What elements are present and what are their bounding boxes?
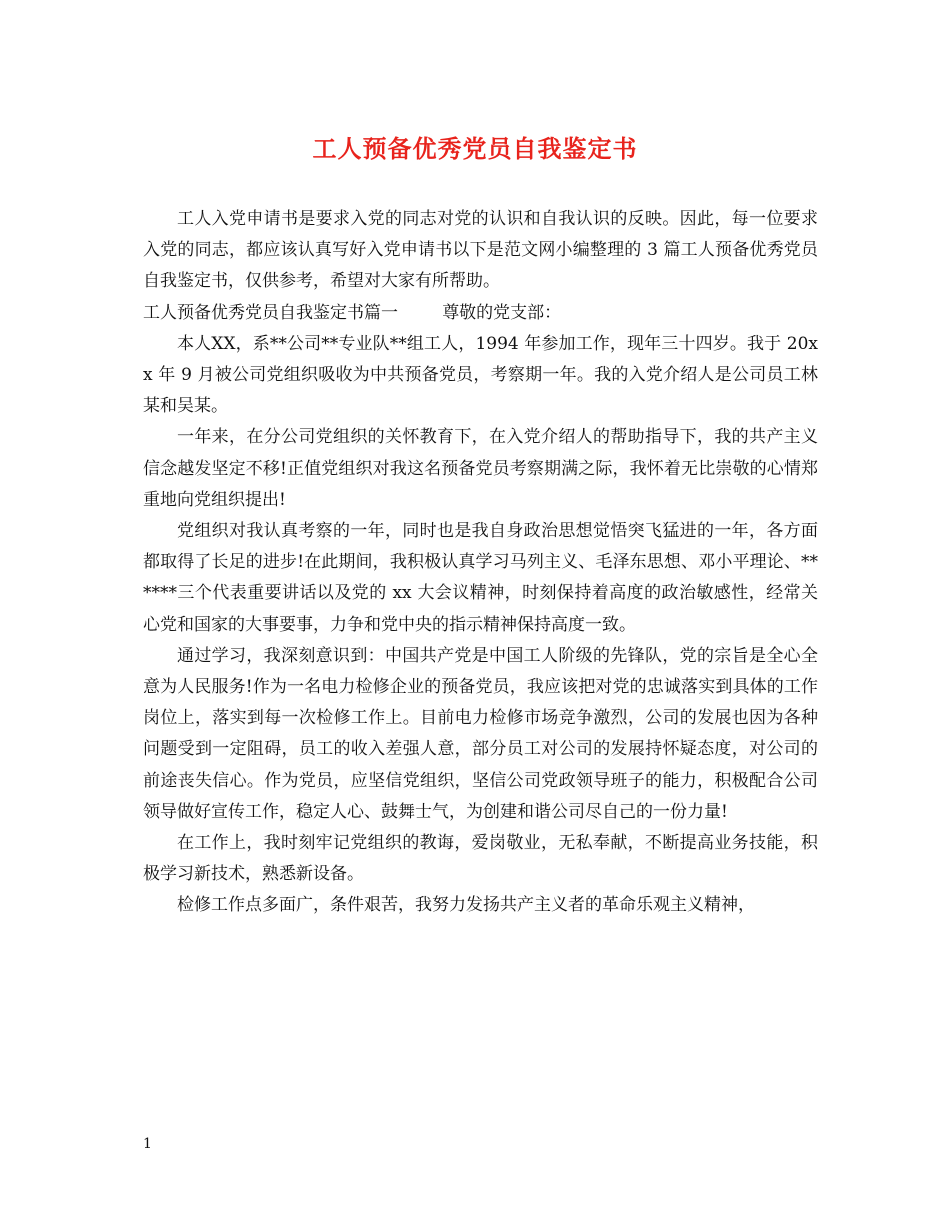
document-title: 工人预备优秀党员自我鉴定书 — [312, 134, 638, 163]
salutation: 尊敬的党支部： — [442, 302, 562, 323]
document-body — [143, 204, 818, 922]
paragraph-political-study: 党组织对我认真考察的一年，同时也是我自身政治思想觉悟突飞猛进的一年，各方面都取得了长足的进步!在此期间，我积极认真学习马列主义、毛泽东思想、邓小平理论、******三个代表重要讲话以及党的 xx 大会议精神，时刻保持着高度的政治敏感性，经常关心党和国家的大事要事，力争和党中央的指示精神保持高度一致。 — [143, 521, 818, 635]
page-number: 1 — [143, 1136, 152, 1152]
paragraph-year-review: 一年来，在分公司党组织的关怀教育下，在入党介绍人的帮助指导下，我的共产主义信念越发坚定不移!正值党组织对我这名预备党员考察期满之际，我怀着无比崇敬的心情郑重地向党组织提出! — [143, 427, 818, 510]
paragraph-intro: 工人入党申请书是要求入党的同志对党的认识和自我认识的反映。因此，每一位要求入党的同志，都应该认真写好入党申请书以下是范文网小编整理的 3 篇工人预备优秀党员自我鉴定书，仅供参考，希望对大家有所帮助。 — [143, 209, 818, 292]
section-heading: 工人预备优秀党员自我鉴定书篇一 — [143, 302, 398, 323]
paragraph-self-intro: 本人XX，系**公司**专业队**组工人，1994 年参加工作，现年三十四岁。我于 20xx 年 9 月被公司党组织吸收为中共预备党员，考察期一年。我的入党介绍人是公司员工林某和吴某。 — [143, 333, 818, 417]
paragraph-work: 在工作上，我时刻牢记党组织的教诲，爱岗敬业，无私奉献，不断提高业务技能，积极学习新技术，熟悉新设备。 — [143, 833, 818, 885]
paragraph-maintenance: 检修工作点多面广，条件艰苦，我努力发扬共产主义者的革命乐观主义精神， — [177, 895, 755, 916]
paragraph-learning-insight: 通过学习，我深刻意识到：中国共产党是中国工人阶级的先锋队，党的宗旨是全心全意为人民服务!作为一名电力检修企业的预备党员，我应该把对党的忠诚落实到具体的工作岗位上，落实到每一次检修工作上。目前电力检修市场竞争激烈，公司的发展也因为各种问题受到一定阻碍，员工的收入差强人意，部分员工对公司的发展持怀疑态度，对公司的前途丧失信心。作为党员，应坚信党组织，坚信公司党政领导班子的能力，积极配合公司领导做好宣传工作，稳定人心、鼓舞士气，为创建和谐公司尽自己的一份力量! — [143, 645, 818, 822]
section-heading-line — [143, 298, 818, 329]
